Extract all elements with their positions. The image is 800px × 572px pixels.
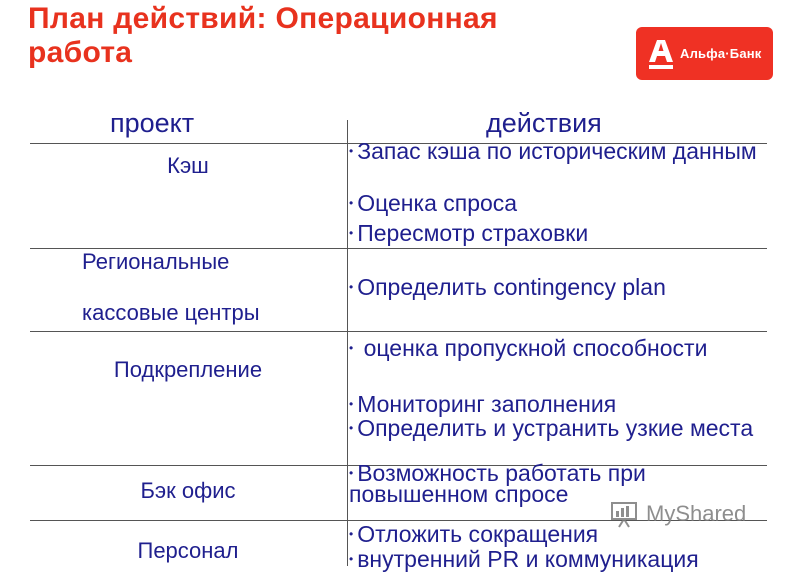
project-cash: Кэш: [167, 153, 209, 178]
title-line-1: План действий: Операционная: [28, 2, 498, 35]
action-item: • оценка пропускной способности: [349, 335, 708, 361]
header-actions: действия: [486, 108, 602, 138]
table-divider: [30, 331, 767, 332]
myshared-watermark: [610, 500, 746, 528]
action-item: • Определить contingency plan: [349, 274, 666, 300]
action-item: • Определить и устранить узкие места: [349, 415, 754, 441]
action-item: • Отложить сокращения: [349, 521, 599, 547]
alfa-letter-icon: [648, 38, 674, 70]
alfa-bank-logo: [636, 27, 773, 80]
watermark-text: MyShared: [646, 501, 747, 526]
title-line-2: работа: [28, 36, 133, 69]
project-regional-line-1: Региональные: [82, 249, 230, 274]
column-divider: [347, 120, 348, 566]
action-item: • Возможность работать при повышенном спросе: [349, 460, 646, 507]
action-item: • Оценка спроса: [349, 190, 518, 216]
action-item: • Запас кэша по историческим данным: [349, 138, 757, 164]
project-back-office: Бэк офис: [140, 478, 236, 503]
header-project: проект: [110, 108, 195, 138]
slide-title: [28, 2, 498, 70]
presentation-board-icon: [610, 500, 640, 528]
project-personnel: Персонал: [137, 538, 239, 563]
action-item: • Мониторинг заполнения: [349, 391, 617, 417]
action-item: • Пересмотр страховки: [349, 220, 589, 246]
project-regional-line-2: кассовые центры: [82, 300, 260, 325]
project-reinforcement: Подкрепление: [113, 357, 263, 382]
action-item: • внутренний PR и коммуникация: [349, 546, 699, 572]
logo-text: Альфа·Банк: [680, 46, 762, 61]
